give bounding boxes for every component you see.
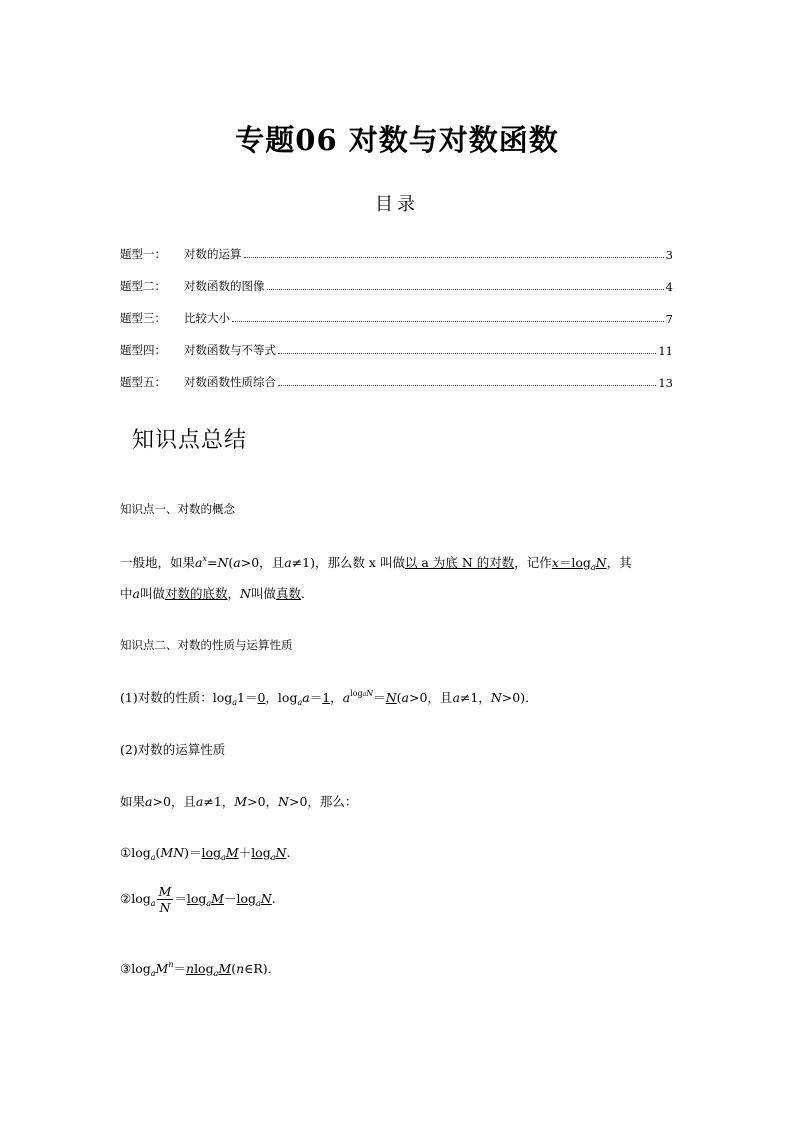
toc-leader-dots <box>278 353 656 354</box>
toc-leader-dots <box>232 321 664 322</box>
text: ， <box>227 586 241 601</box>
text: ②log <box>120 891 151 906</box>
text: ＋ <box>238 845 252 860</box>
formula-product-rule <box>120 843 290 862</box>
sub-a: a <box>213 969 219 978</box>
sub-a: a <box>297 698 303 707</box>
underlined-answer: 0 <box>257 690 266 705</box>
text: = <box>206 555 218 570</box>
var-N: N <box>366 689 374 698</box>
kp2-title: 知识点二、对数的性质与运算性质 <box>120 638 293 652</box>
toc-item-type: 题型四： <box>120 343 166 357</box>
toc-item-type: 题型三： <box>120 311 166 325</box>
var-N: N <box>260 891 272 906</box>
underlined-term: 以 a 为底 N 的对数 <box>404 555 515 570</box>
toc-item-name: 对数函数性质综合 <box>184 375 276 389</box>
var-a: a <box>132 586 140 601</box>
text: >0，且 <box>409 690 453 705</box>
toc-item-page: 11 <box>658 344 673 358</box>
sub-a: a <box>150 853 156 862</box>
toc-leader-dots <box>244 257 664 258</box>
var-N: N <box>217 555 229 570</box>
text: 叫做 <box>139 586 165 601</box>
toc-item[interactable] <box>120 262 673 294</box>
text: ∈R)． <box>244 961 281 976</box>
text: 一般地，如果 <box>120 555 196 570</box>
text: ( <box>155 845 161 860</box>
text: ＝ <box>373 690 386 705</box>
text: － <box>223 891 237 906</box>
toc-heading: 目录 <box>375 194 419 215</box>
text: log <box>194 961 214 976</box>
fraction <box>157 884 174 915</box>
var-N: N <box>490 690 502 705</box>
toc-item[interactable] <box>120 326 673 358</box>
text: 中 <box>120 586 133 601</box>
text: ①log <box>120 845 151 860</box>
toc-leader-dots <box>267 289 664 290</box>
underlined-term: 真数 <box>275 586 301 601</box>
toc-item-name: 对数的运算 <box>184 247 242 261</box>
var-a: a <box>233 555 241 570</box>
var-N: N <box>275 845 287 860</box>
text: >0)． <box>501 690 538 705</box>
text: ＝ <box>174 891 187 906</box>
toc-item-type: 题型二： <box>120 279 166 293</box>
text: ≠1)，那么数 x 叫做 <box>291 555 405 570</box>
text: (1)对数的性质：log <box>120 690 233 705</box>
sub-a: a <box>150 899 156 908</box>
exp-n: n <box>168 960 174 969</box>
var-a: a <box>145 794 153 809</box>
kp1-title: 知识点一、对数的概念 <box>120 502 235 516</box>
text: ＝log <box>558 555 591 570</box>
toc-item-page: 7 <box>665 312 673 326</box>
sub-a: a <box>206 899 212 908</box>
toc-item-name: 对数函数的图像 <box>184 279 265 293</box>
toc-item-page: 3 <box>665 248 673 262</box>
text: ，log <box>265 690 298 705</box>
var-N: N <box>278 794 289 809</box>
var-a: a <box>284 555 292 570</box>
toc-item[interactable] <box>120 230 673 262</box>
toc-item-page: 4 <box>665 280 673 294</box>
text: ． <box>300 586 314 601</box>
formula-power-rule <box>120 959 280 978</box>
text: ≠1， <box>203 794 235 809</box>
toc-item-name: 对数函数与不等式 <box>184 343 276 357</box>
text: >0，那么： <box>288 794 358 809</box>
var-a: a <box>195 555 203 570</box>
text: . <box>286 845 291 860</box>
var-x: x <box>551 555 559 570</box>
text: . <box>271 891 276 906</box>
underlined-answer: 1 <box>322 690 331 705</box>
var-M: M <box>218 961 232 976</box>
text: ， <box>330 690 343 705</box>
kp2-operation-heading: (2)对数的运算性质 <box>120 742 226 757</box>
kp2-property-line <box>120 688 538 707</box>
text: ( <box>228 555 234 570</box>
text: ＝ <box>173 961 186 976</box>
toc-item[interactable] <box>120 358 673 390</box>
kp2-conditions <box>120 792 357 810</box>
var-a: a <box>401 690 409 705</box>
text: >0，且 <box>240 555 285 570</box>
document-title: 专题06 对数与对数函数 <box>235 123 559 157</box>
exp-x: x <box>202 554 207 563</box>
sub-a: a <box>150 969 156 978</box>
var-a: a <box>195 794 204 809</box>
sub-a: a <box>590 563 596 572</box>
text: log <box>186 891 207 906</box>
text: log <box>236 891 257 906</box>
formula-quotient-rule <box>120 884 276 915</box>
kp1-definition-line1 <box>120 553 632 572</box>
text: )＝ <box>184 845 202 860</box>
var-n: n <box>236 961 245 976</box>
text: ，记作 <box>514 555 552 570</box>
sub-a: a <box>256 899 261 908</box>
var-a: a <box>452 690 460 705</box>
sub-a: a <box>232 698 238 707</box>
var-N: N <box>240 586 251 601</box>
text: ，其 <box>606 555 632 570</box>
sub-a: a <box>362 691 367 698</box>
sub-a: a <box>270 853 276 862</box>
text: 叫做 <box>250 586 276 601</box>
text: ≠1， <box>459 690 491 705</box>
var-N: N <box>595 555 607 570</box>
text: 如果 <box>120 794 146 809</box>
text: >0， <box>247 794 279 809</box>
text: ＝ <box>309 690 323 705</box>
underlined-term: 对数的底数 <box>164 586 228 601</box>
toc-leader-dots <box>278 385 656 386</box>
table-of-contents <box>120 230 673 390</box>
text: >0，且 <box>152 794 196 809</box>
text: ( <box>396 690 402 705</box>
text: ③log <box>120 961 151 976</box>
var-M: M <box>211 891 224 906</box>
text: log <box>201 845 222 860</box>
toc-item-page: 13 <box>658 376 673 390</box>
var-M: M <box>155 961 169 976</box>
text: log <box>350 689 363 698</box>
toc-item-name: 比较大小 <box>184 311 230 325</box>
text: log <box>251 845 271 860</box>
toc-item-type: 题型五： <box>120 375 166 389</box>
toc-item[interactable] <box>120 294 673 326</box>
sub-a: a <box>221 853 226 862</box>
text: 1＝ <box>237 690 258 705</box>
var-a: a <box>342 690 351 705</box>
denominator: N <box>159 900 171 915</box>
var-n: n <box>186 961 195 976</box>
underlined-answer: N <box>385 690 397 705</box>
var-a: a <box>302 690 310 705</box>
section-title: 知识点总结 <box>132 428 248 453</box>
var-MN: MN <box>160 845 185 860</box>
var-M: M <box>225 845 239 860</box>
toc-item-type: 题型一： <box>120 247 166 261</box>
text: ( <box>231 961 237 976</box>
var-M: M <box>234 794 248 809</box>
kp1-definition-line2 <box>120 584 314 602</box>
numerator: M <box>158 884 172 899</box>
